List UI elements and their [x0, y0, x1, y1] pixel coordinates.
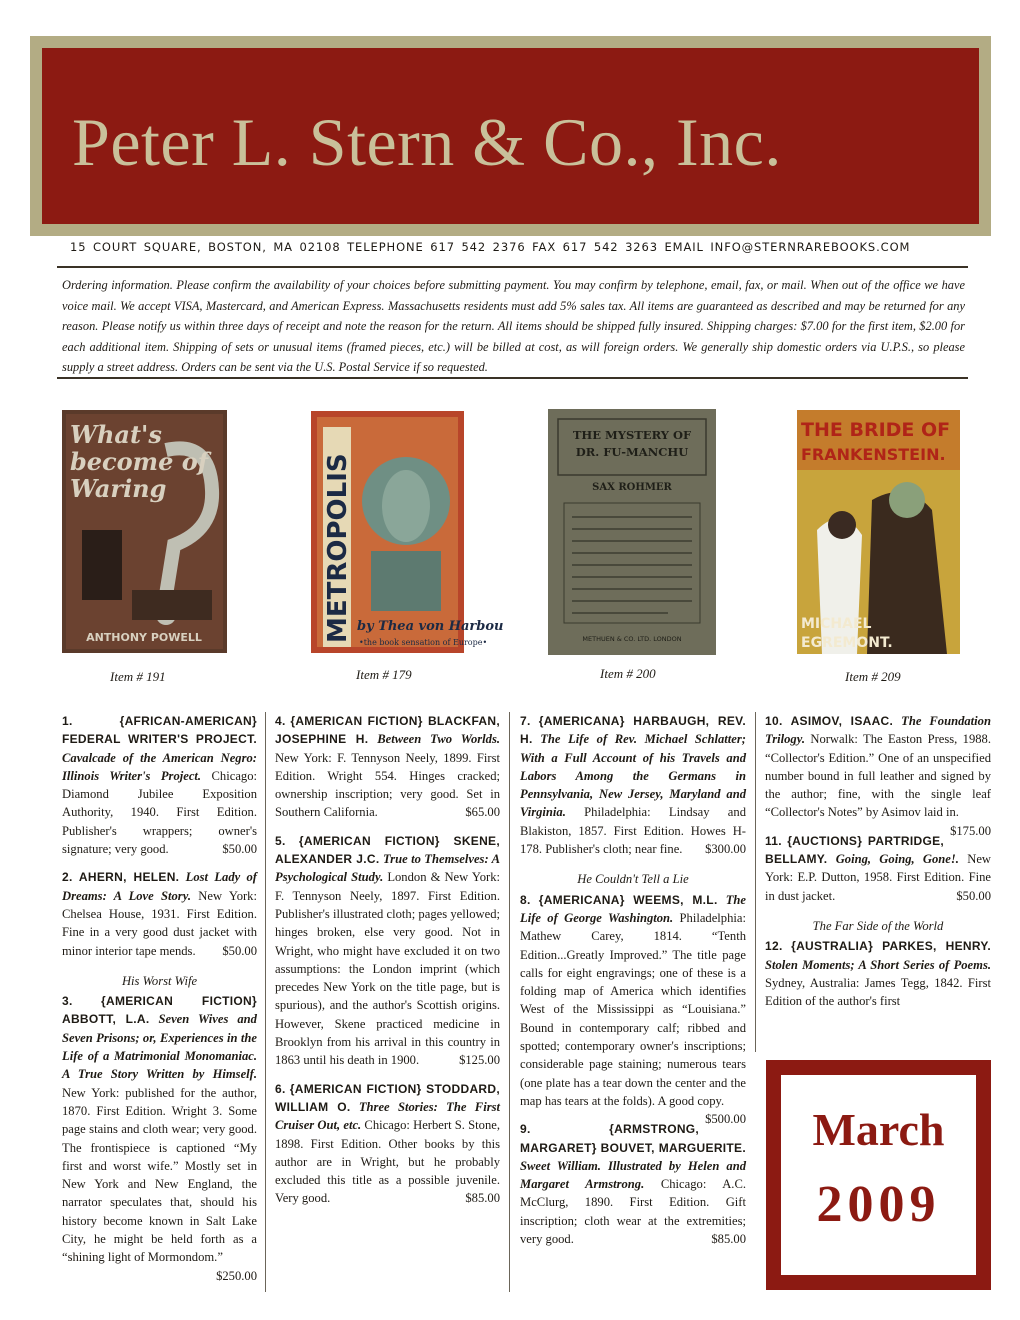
entry-price: $500.00 — [705, 1112, 746, 1127]
entry-price: $85.00 — [711, 1232, 746, 1247]
issue-date-panel — [781, 1075, 976, 1275]
entry-subtitle: He Couldn't Tell a Lie — [577, 872, 689, 887]
entry-description: Norwalk: The Easton Press, 1988. “Collector's Edition.” One of an unspecified number bound in full leather and signed by the author; fine, with the single leaf “Collector's Notes” by Asimov laid in. — [765, 732, 991, 820]
entry-heading: {AMERICANA} WEEMS, M.L. — [538, 892, 718, 907]
entry-description: Sydney, Australia: James Tegg, 1842. First Edition of the author's first — [765, 975, 991, 1009]
catalog-entry-3 — [62, 992, 257, 1283]
column-divider — [755, 712, 756, 1052]
entry-heading: {AMERICANA} HARBAUGH, REV. H. — [520, 714, 746, 747]
entry-heading: AHERN, HELEN. — [78, 870, 180, 885]
entry-heading: {AMERICAN FICTION} BLACKFAN, JOSEPHINE H. — [275, 714, 500, 747]
column-divider — [265, 712, 266, 1292]
entry-description: New York: E.P. Dutton, 1958. First Edition. Fine in dust jacket. — [765, 852, 992, 903]
issue-date-box — [766, 1060, 991, 1290]
entry-heading: {ARMSTRONG, MARGARET} BOUVET, MARGUERITE. — [520, 1122, 746, 1155]
entry-description: New York: Chelsea House, 1931. First Edition. Fine in a very good dust jacket with minor interior tape mends. — [62, 888, 257, 958]
entry-price: $300.00 — [705, 842, 746, 857]
column-divider — [509, 712, 510, 1292]
book-cover-191 — [62, 410, 227, 653]
entry-title: Seven Wives and Seven Prisons; or, Experiences in the Life of a Matrimonial Monomaniac. A True Story Written by Himself. — [62, 1012, 257, 1082]
caption-179: Item # 179 — [356, 667, 412, 682]
entry-number: 2. — [62, 870, 73, 885]
catalog-entry-1 — [62, 712, 257, 858]
entry-number: 3. — [62, 994, 73, 1009]
entry-number: 1. — [62, 714, 73, 728]
entry-heading: {AMERICAN FICTION} STODDARD, WILLIAM O. — [275, 1081, 500, 1114]
cover-209-title-2: FRANKENSTEIN. — [801, 445, 946, 464]
entry-number: 6. — [275, 1081, 286, 1096]
cover-200-publisher: METHUEN & CO. LTD. LONDON — [582, 635, 682, 643]
issue-month: March — [812, 1104, 945, 1155]
entry-title: True to Themselves: A Psychological Study. — [275, 852, 501, 885]
book-cover-209 — [797, 410, 960, 654]
entry-price: $85.00 — [465, 1191, 500, 1206]
catalog-entry-11 — [765, 832, 991, 905]
entry-number: 12. — [765, 939, 783, 954]
rule-top — [57, 266, 968, 268]
cover-191-title-1: What's — [70, 420, 162, 449]
book-cover-200 — [548, 409, 716, 655]
cover-179-title: METROPOLIS — [323, 453, 353, 643]
ordering-information: Ordering information. Please confirm the availability of your choices before submitting payment. You may confirm by telephone, email, fax, or mail. When out of the office we have voice mail. We accept VISA, Mastercard, and American Express. Massachusetts residents must add 5% sales tax. All items are guaranteed as described and may be returned for any reason. Please notify us within three days of receipt and note the reason for the return. All items should be shipped fully insured. Shipping charges: $7.00 for the first item, $2.00 for each additional item. Shipping of sets or unusual items (framed pieces, etc.) will be billed at cost, as will foreign orders. We generally ship domestic orders via U.P.S., so please supply a street address. Orders can be sent via the U.S. Postal Service if so requested. — [62, 278, 965, 374]
catalog-entry-2 — [62, 868, 257, 959]
contact-line: 15 COURT SQUARE, BOSTON, MA 02108 TELEPHONE 617 542 2376 FAX 617 542 3263 EMAIL INFO@STERNRAREBOOKS.COM — [70, 240, 911, 254]
cover-179-tagline: •the book sensation of Europe• — [359, 638, 488, 647]
entry-title: Going, Going, Gone!. — [835, 852, 959, 867]
entry-title: Between Two Worlds. — [377, 732, 500, 747]
entry-heading: {AMERICAN FICTION} ABBOTT, L.A. — [62, 994, 257, 1027]
catalog-entry-10 — [765, 712, 991, 838]
book-cover-179 — [311, 411, 504, 653]
catalog-entry-7 — [520, 712, 746, 858]
masthead — [30, 36, 991, 236]
masthead-panel — [42, 48, 979, 224]
cover-200-title-2: DR. FU-MANCHU — [575, 445, 689, 459]
entry-number: 9. — [520, 1122, 531, 1137]
catalog-column-2 — [275, 712, 500, 1208]
entry-heading: {AMERICAN FICTION} SKENE, ALEXANDER J.C. — [275, 833, 500, 867]
entry-number: 8. — [520, 892, 531, 907]
entry-price: $50.00 — [956, 888, 991, 903]
entry-number: 5. — [275, 833, 286, 848]
catalog-column-4 — [765, 712, 991, 1010]
cover-209-title-1: THE BRIDE OF — [801, 419, 951, 441]
entry-price: $50.00 — [222, 943, 257, 958]
cover-209-author-2: EGREMONT. — [801, 635, 893, 651]
cover-191-author: ANTHONY POWELL — [86, 631, 202, 644]
entry-price: $125.00 — [459, 1053, 500, 1068]
rule-bottom — [57, 377, 968, 379]
entry-price: $175.00 — [950, 823, 991, 838]
catalog-column-3 — [520, 712, 746, 1248]
entry-title: Three Stories: The First Cruiser Out, etc. — [275, 1099, 501, 1133]
entry-description: Chicago: A.C. McClurg, 1890. First Edition. Gift inscription; cloth wear at the extremities; very good. — [520, 1177, 746, 1247]
company-name: Peter L. Stern & Co., Inc. — [72, 104, 782, 180]
cover-209-author-1: MICHAEL — [801, 616, 872, 632]
entry-price: $50.00 — [222, 842, 257, 857]
catalog-entry-12 — [765, 937, 991, 1010]
catalog-column-1 — [62, 712, 257, 1285]
entry-title: Lost Lady of Dreams: A Love Story. — [62, 870, 258, 903]
entry-title: The Life of Rev. Michael Schlatter; With a Full Account of his Travels and Labors Among the Germans in Pennsylvania, New Jersey, Maryland and Virginia. — [520, 732, 746, 820]
entry-title: Sweet William. Illustrated by Helen and Margaret Armstrong. — [520, 1158, 746, 1192]
entry-number: 7. — [520, 714, 531, 728]
catalog-entry-8 — [520, 891, 746, 1127]
issue-year: 2009 — [816, 1176, 941, 1233]
entry-subtitle: The Far Side of the World — [812, 918, 944, 933]
entry-title: Cavalcade of the American Negro: Illinois Writer's Project. — [62, 750, 257, 783]
entry-description: New York: published for the author, 1870. First Edition. Wright 3. Some page stains and cloth wear; very good. The frontispiece is captioned “My first and worst wife.” Mostly set in New York and New England, the narrator speculates that, should his history become known in Salt Lake City, he might be held forth as a “shining light of Mormondom.” — [62, 1085, 257, 1265]
entry-description: New York: F. Tennyson Neely, 1899. First Edition. Wright 554. Hinges cracked; ownership inscription; very good. Set in Southern California. — [275, 750, 500, 820]
catalog-entry-5 — [275, 832, 500, 1070]
entry-heading: {AUCTIONS} PARTRIDGE, BELLAMY. — [765, 833, 945, 867]
cover-200-title-1: THE MYSTERY OF — [572, 428, 692, 442]
entry-description: Philadelphia: Lindsay and Blakiston, 1857. First Edition. Howes H-178. Publisher's cloth; near fine. — [520, 805, 746, 857]
cover-200-author: SAX ROHMER — [592, 482, 672, 493]
entry-description: London & New York: F. Tennyson Neely, 1897. First Edition. Publisher's illustrated cloth; pages yellowed; hinges broken, else very good. Not in Wright, who might have excluded it on two assumptions: the London imprint (which precedes New York on the title page, but is spurious), and the author's Scottish origins. However, Skene practiced medicine in Brooklyn from his arrival in this country in 1863 until his death in 1900. — [275, 870, 500, 1068]
cover-191-title-2: become of — [70, 447, 209, 476]
entry-description: Philadelphia: Mathew Carey, 1814. “Tenth Edition...Greatly Improved.” The title page calls for eight engravings; one of these is a folding map of America which identifies West of the Mississippi as “Louisiana.” Bound in contemporary calf; ribbed and spotted; contemporary owner's inscriptions; considerable page staining; numerous tears (one plate has a tear down the center and the map has tears at the folds). A good copy. — [520, 910, 746, 1108]
entry-title: The Life of George Washington. — [520, 892, 746, 925]
entry-description: Chicago: Herbert S. Stone, 1898. First Edition. Other books by this author are in Wright, but he probably excluded this title as a possible juvenile. Very good. — [275, 1118, 500, 1206]
entry-description: Chicago: Diamond Jubilee Exposition Authority, 1940. First Edition. Publisher's wrappers; owner's signature; very good. — [62, 768, 257, 857]
entry-number: 4. — [275, 714, 286, 728]
entry-heading: ASIMOV, ISAAC. — [790, 714, 894, 728]
entry-heading: {AFRICAN-AMERICAN} FEDERAL WRITER'S PROJECT. — [62, 714, 257, 747]
caption-200: Item # 200 — [600, 666, 656, 681]
catalog-entry-9 — [520, 1120, 746, 1248]
caption-209: Item # 209 — [845, 669, 901, 684]
entry-number: 11. — [765, 833, 782, 848]
entry-price: $250.00 — [216, 1268, 257, 1283]
entry-number: 10. — [765, 714, 783, 728]
caption-191: Item # 191 — [110, 669, 166, 684]
entry-subtitle: His Worst Wife — [121, 973, 198, 988]
cover-179-byline: by Thea von Harbou — [357, 619, 504, 634]
cover-191-title-3: Waring — [70, 474, 167, 503]
entry-price: $65.00 — [465, 805, 500, 820]
catalog-entry-4 — [275, 712, 500, 822]
entry-title: Stolen Moments; A Short Series of Poems. — [765, 957, 991, 972]
catalog-entry-6 — [275, 1080, 500, 1208]
entry-heading: {AUSTRALIA} PARKES, HENRY. — [791, 939, 991, 954]
entry-title: The Foundation Trilogy. — [765, 714, 991, 747]
